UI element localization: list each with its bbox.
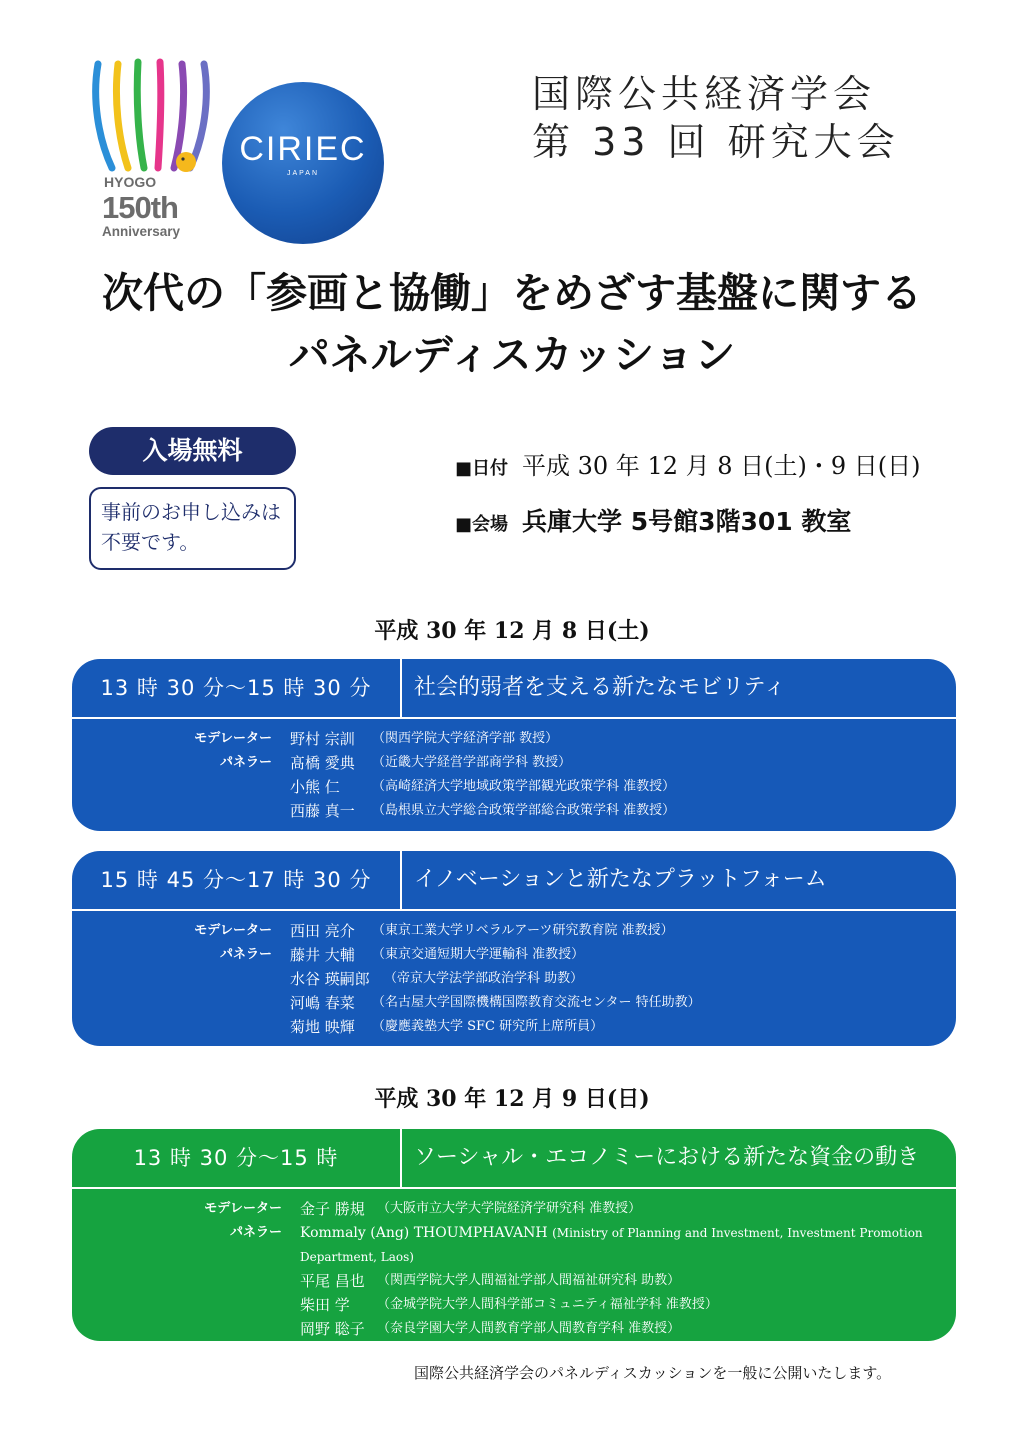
speaker-affiliation: （島根県立大学総合政策学部総合政策学科 准教授） — [372, 803, 676, 818]
speaker-row — [72, 799, 956, 823]
venue-value: 兵庫大学 5号館3階301 教室 — [522, 507, 852, 536]
session-theme: ソーシャル・エコノミーにおける新たな資金の動き — [414, 1145, 920, 1170]
moderator-role: モデレーター — [204, 1201, 282, 1216]
speaker-name-affiliation — [300, 1221, 923, 1245]
moderator-role: モデレーター — [194, 731, 272, 746]
speaker-name: 西藤 真一 — [290, 802, 355, 820]
speaker-affiliation: （帝京大学法学部政治学科 助教） — [384, 971, 584, 986]
speaker-row — [72, 1197, 956, 1221]
conference-number: 第 33 回 研究大会 — [532, 120, 900, 164]
session-speakers — [72, 719, 956, 831]
speaker-name: 柴田 学 — [300, 1296, 350, 1314]
date-value: 平成 30 年 12 月 8 日(土)・9 日(日) — [522, 452, 921, 480]
speaker-row — [72, 1317, 956, 1341]
speaker-affiliation: （東京工業大学リベラルアーツ研究教育院 准教授） — [372, 923, 674, 938]
speaker-name: 河嶋 春菜 — [290, 994, 355, 1012]
ciriec-logo-sub: JAPAN — [286, 170, 320, 177]
venue-label: ■会場 — [455, 514, 509, 535]
org-title — [532, 70, 952, 166]
speaker-name: 金子 勝規 — [300, 1200, 365, 1218]
ciriec-logo — [222, 82, 384, 244]
speaker-row — [72, 1221, 956, 1245]
public-notice: 国際公共経済学会のパネルディスカッションを一般に公開いたします。 — [414, 1364, 892, 1382]
speaker-name: 西田 亮介 — [290, 922, 355, 940]
speaker-affiliation-continued: Department, Laos) — [300, 1250, 414, 1264]
speaker-affiliation: （奈良学園大学人間教育学部人間教育学科 准教授） — [377, 1321, 681, 1336]
speaker-name: 髙橋 愛典 — [290, 754, 355, 772]
page-title-line1: 次代の「参画と協働」をめざす基盤に関する — [102, 269, 922, 317]
date-label: ■日付 — [455, 458, 509, 479]
speaker-row — [72, 775, 956, 799]
speaker-row — [72, 919, 956, 943]
event-date — [455, 446, 921, 481]
speaker-affiliation: （大阪市立大学大学院経済学研究科 准教授） — [377, 1201, 642, 1216]
session-time: 13 時 30 分〜15 時 30 分 — [72, 659, 402, 717]
speaker-name: 岡野 聡子 — [300, 1320, 365, 1338]
hyogo-150th-logo — [88, 58, 218, 243]
page-title-line2: パネルディスカッション — [288, 331, 736, 379]
session-speakers — [72, 911, 956, 1046]
speaker-affiliation: （慶應義塾大学 SFC 研究所上席所員） — [372, 1019, 604, 1034]
speaker-row — [72, 943, 956, 967]
hyogo-logo-years: 150th — [102, 190, 178, 225]
speaker-row-continued — [72, 1245, 956, 1269]
free-admission-badge: 入場無料 — [89, 427, 296, 475]
hyogo-logo-name: HYOGO — [104, 174, 157, 190]
session-speakers — [72, 1189, 956, 1341]
speaker-row — [72, 967, 956, 991]
speaker-row — [72, 1015, 956, 1039]
session-block — [72, 1129, 956, 1341]
speaker-name: 藤井 大輔 — [290, 946, 355, 964]
panelist-role: パネラー — [219, 755, 272, 770]
day-heading-1: 平成 30 年 12 月 8 日(土) — [374, 618, 650, 644]
session-theme: イノベーションと新たなプラットフォーム — [414, 867, 827, 892]
page-title — [0, 262, 1024, 386]
session-header — [72, 659, 956, 719]
speaker-name: 平尾 昌也 — [300, 1272, 365, 1290]
org-name: 国際公共経済学会 — [532, 72, 877, 116]
speaker-row — [72, 1269, 956, 1293]
hyogo-ribbon-icon — [88, 58, 218, 178]
speaker-name: 水谷 瑛嗣郎 — [290, 970, 370, 988]
speaker-name: 野村 宗訓 — [290, 730, 355, 748]
moderator-role: モデレーター — [194, 923, 272, 938]
speaker-affiliation: （関西学院大学人間福祉学部人間福祉研究科 助教） — [377, 1273, 681, 1288]
session-block — [72, 851, 956, 1046]
speaker-affiliation: （関西学院大学経済学部 教授） — [372, 731, 559, 746]
panelist-role: パネラー — [229, 1225, 282, 1240]
speaker-affiliation: (Ministry of Planning and Investment, Investment Promotion — [552, 1226, 923, 1240]
session-header — [72, 851, 956, 911]
event-venue — [455, 502, 851, 538]
speaker-row — [72, 1293, 956, 1317]
speaker-name: 菊地 映輝 — [290, 1018, 355, 1036]
speaker-affiliation: （金城学院大学人間科学部コミュニティ福祉学科 准教授） — [377, 1297, 718, 1312]
speaker-name: 小熊 仁 — [290, 778, 340, 796]
no-registration-note: 事前のお申し込みは不要です。 — [89, 487, 296, 570]
session-block — [72, 659, 956, 831]
session-header — [72, 1129, 956, 1189]
panelist-role: パネラー — [219, 947, 272, 962]
speaker-affiliation: （近畿大学経営学部商学科 教授） — [372, 755, 572, 770]
ciriec-logo-name: CIRIEC — [239, 130, 367, 168]
day-heading-2: 平成 30 年 12 月 9 日(日) — [374, 1086, 650, 1112]
session-time: 13 時 30 分〜15 時 — [72, 1129, 402, 1187]
session-theme: 社会的弱者を支える新たなモビリティ — [414, 675, 786, 700]
hyogo-logo-anniversary: Anniversary — [102, 224, 181, 239]
session-time: 15 時 45 分〜17 時 30 分 — [72, 851, 402, 909]
speaker-row — [72, 727, 956, 751]
speaker-row — [72, 991, 956, 1015]
speaker-row — [72, 751, 956, 775]
speaker-name: Kommaly (Ang) THOUMPHAVANH — [300, 1225, 548, 1241]
speaker-affiliation: （名古屋大学国際機構国際教育交流センター 特任助教） — [372, 995, 701, 1010]
speaker-affiliation: （東京交通短期大学運輸科 准教授） — [372, 947, 585, 962]
speaker-affiliation: （高崎経済大学地域政策学部観光政策学科 准教授） — [372, 779, 676, 794]
